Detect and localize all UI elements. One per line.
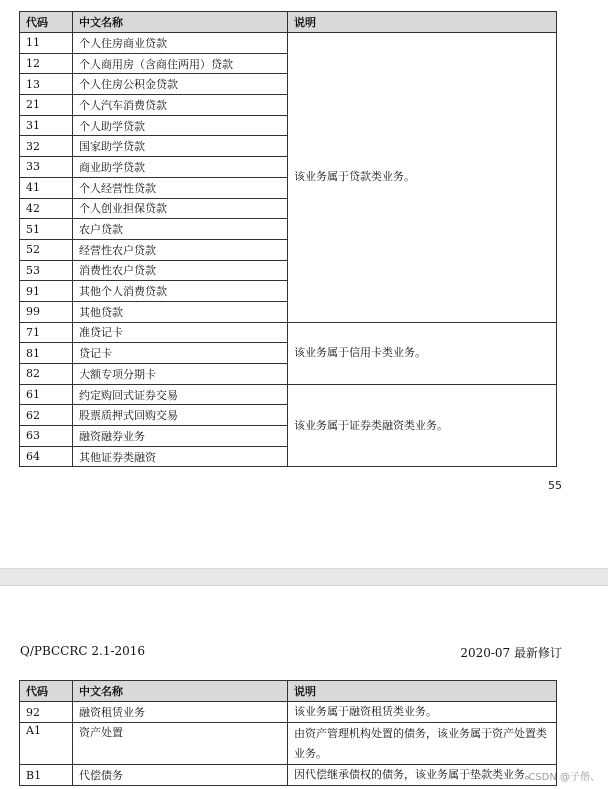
header-code: 代码 — [20, 681, 73, 702]
document-page-next — [0, 586, 608, 789]
code-cell: 81 — [20, 343, 73, 364]
desc-cell: 因代偿继承债权的债务，该业务属于垫款类业务。 — [288, 765, 557, 786]
name-cell: 其他贷款 — [73, 301, 288, 322]
table-row — [20, 723, 557, 765]
table-row — [20, 33, 557, 54]
table-row — [20, 702, 557, 723]
name-cell: 其他证券类融资 — [73, 446, 288, 467]
header-name: 中文名称 — [73, 681, 288, 702]
name-cell: 准贷记卡 — [73, 322, 288, 343]
name-cell: 个人助学贷款 — [73, 115, 288, 136]
table-header-row — [20, 12, 557, 33]
name-cell: 贷记卡 — [73, 343, 288, 364]
name-cell: 个人商用房（含商住两用）贷款 — [73, 53, 288, 74]
desc-cell-loan: 该业务属于贷款类业务。 — [288, 33, 557, 323]
code-cell: 12 — [20, 53, 73, 74]
header-code: 代码 — [20, 12, 73, 33]
name-cell: 个人住房商业贷款 — [73, 33, 288, 54]
table-row — [20, 384, 557, 405]
code-cell: 99 — [20, 301, 73, 322]
desc-cell: 由资产管理机构处置的债务，该业务属于资产处置类业务。 — [288, 723, 557, 765]
code-cell: 13 — [20, 74, 73, 95]
code-cell: 51 — [20, 219, 73, 240]
page-separator — [0, 568, 608, 586]
name-cell: 个人汽车消费贷款 — [73, 95, 288, 116]
header-name: 中文名称 — [73, 12, 288, 33]
name-cell: 个人住房公积金贷款 — [73, 74, 288, 95]
code-cell: 11 — [20, 33, 73, 54]
code-cell: A1 — [20, 723, 73, 765]
header-desc: 说明 — [288, 681, 557, 702]
name-cell: 股票质押式回购交易 — [73, 405, 288, 426]
name-cell: 融资租赁业务 — [73, 702, 288, 723]
revision-label: 2020-07 最新修订 — [460, 646, 562, 660]
code-cell: 64 — [20, 446, 73, 467]
standard-code: Q/PBCCRC 2.1-2016 — [20, 644, 146, 658]
code-cell: 61 — [20, 384, 73, 405]
code-cell: 91 — [20, 281, 73, 302]
code-cell: 21 — [20, 95, 73, 116]
code-cell: 62 — [20, 405, 73, 426]
table-header-row — [20, 681, 557, 702]
name-cell: 约定购回式证券交易 — [73, 384, 288, 405]
name-cell: 其他个人消费贷款 — [73, 281, 288, 302]
name-cell: 个人经营性贷款 — [73, 177, 288, 198]
business-code-table — [19, 11, 557, 467]
name-cell: 农户贷款 — [73, 219, 288, 240]
table-row — [20, 765, 557, 786]
page-number: 55 — [548, 479, 562, 492]
table-row — [20, 322, 557, 343]
code-cell: 41 — [20, 177, 73, 198]
name-cell: 资产处置 — [73, 723, 288, 765]
header-desc: 说明 — [288, 12, 557, 33]
watermark: CSDN @子偕、 — [528, 772, 600, 783]
code-cell: 92 — [20, 702, 73, 723]
code-cell: 33 — [20, 157, 73, 178]
code-cell: B1 — [20, 765, 73, 786]
code-cell: 52 — [20, 239, 73, 260]
code-cell: 32 — [20, 136, 73, 157]
name-cell: 代偿债务 — [73, 765, 288, 786]
desc-cell-credit-card: 该业务属于信用卡类业务。 — [288, 322, 557, 384]
code-cell: 71 — [20, 322, 73, 343]
business-code-table-continued — [19, 680, 557, 786]
desc-cell-securities: 该业务属于证券类融资类业务。 — [288, 384, 557, 467]
code-cell: 63 — [20, 426, 73, 447]
name-cell: 大额专项分期卡 — [73, 364, 288, 385]
code-cell: 82 — [20, 364, 73, 385]
name-cell: 消费性农户贷款 — [73, 260, 288, 281]
code-cell: 42 — [20, 198, 73, 219]
name-cell: 个人创业担保贷款 — [73, 198, 288, 219]
code-cell: 31 — [20, 115, 73, 136]
code-cell: 53 — [20, 260, 73, 281]
name-cell: 国家助学贷款 — [73, 136, 288, 157]
name-cell: 融资融券业务 — [73, 426, 288, 447]
name-cell: 商业助学贷款 — [73, 157, 288, 178]
name-cell: 经营性农户贷款 — [73, 239, 288, 260]
desc-cell: 该业务属于融资租赁类业务。 — [288, 702, 557, 723]
